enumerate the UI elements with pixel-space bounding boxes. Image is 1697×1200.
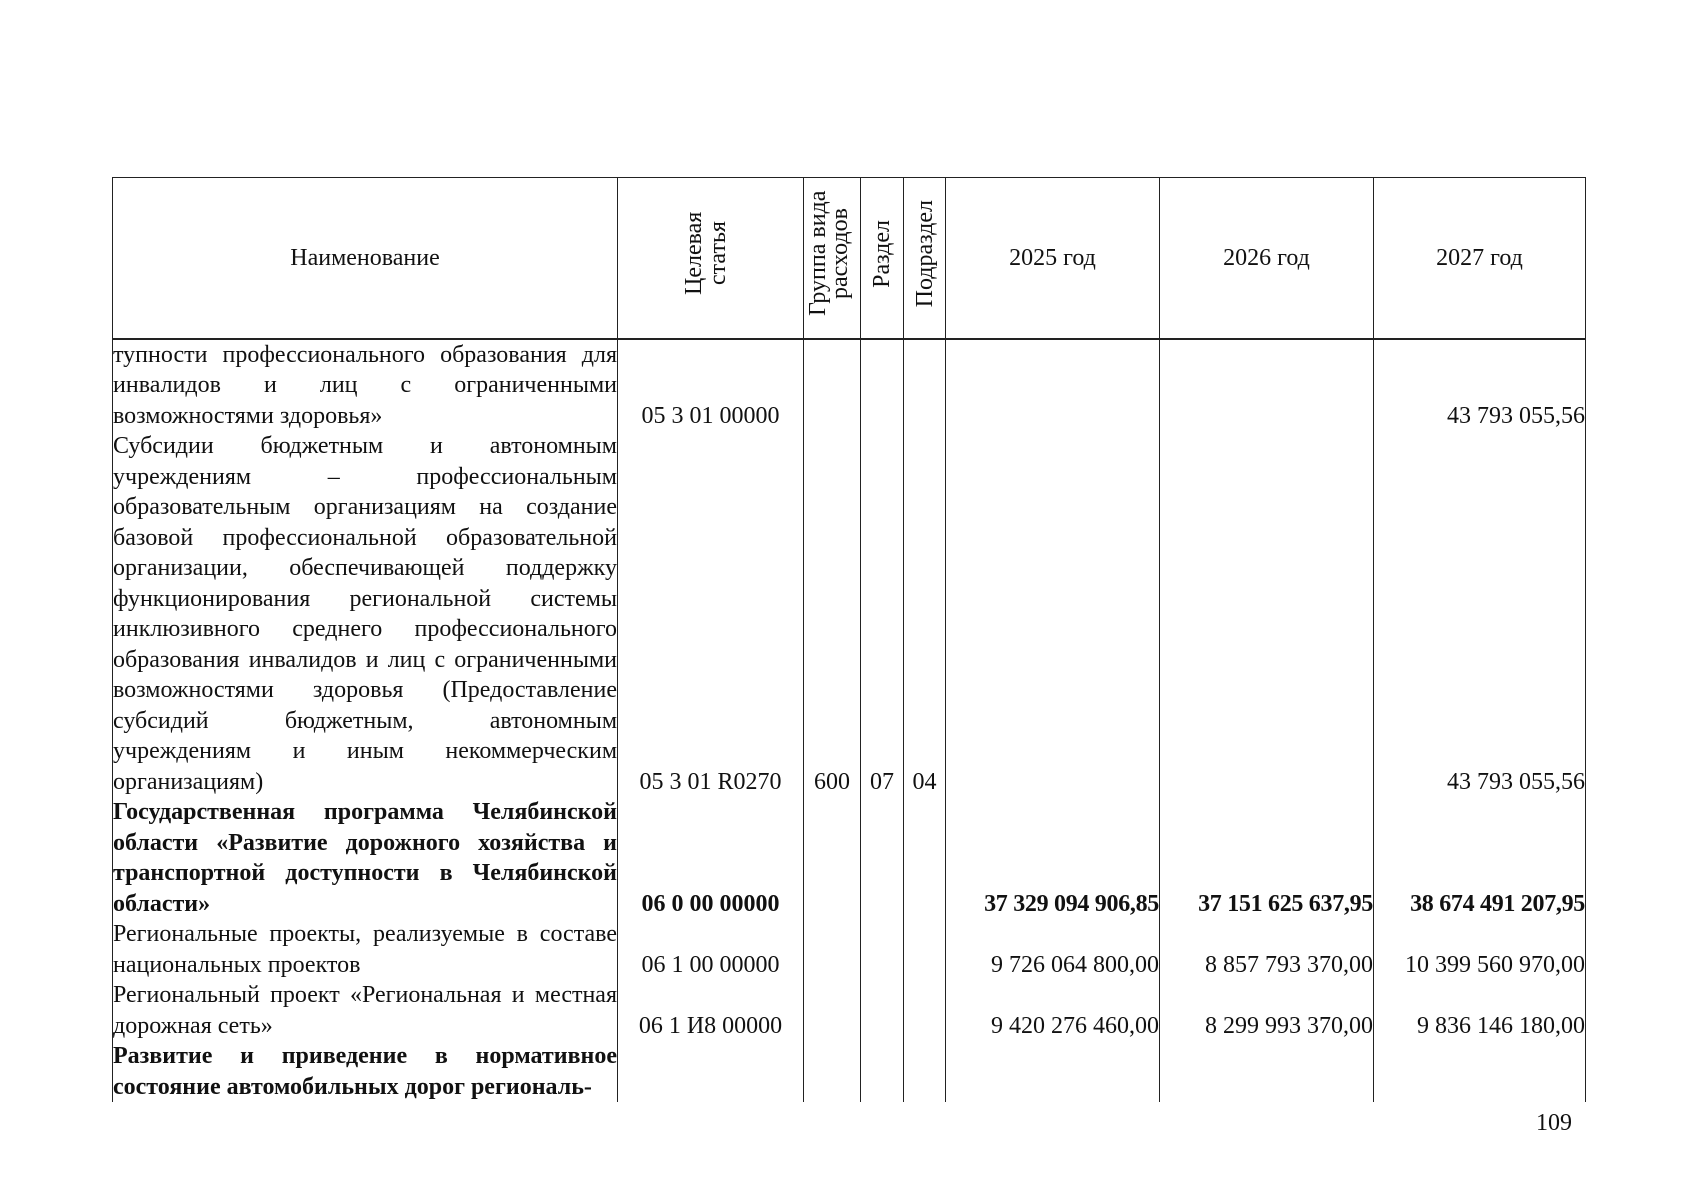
row-2025 [946, 339, 1160, 432]
row-2026: 8 299 993 370,00 [1160, 980, 1374, 1041]
row-2026: 8 857 793 370,00 [1160, 919, 1374, 980]
budget-table [112, 177, 1586, 1102]
row-subsection [904, 797, 946, 919]
row-target [618, 1041, 804, 1102]
row-2027: 38 674 491 207,95 [1374, 797, 1586, 919]
header-2026: 2026 год [1160, 178, 1374, 339]
row-name: Развитие и приведение в нормативное состояние автомобильных дорог региональ- [113, 1041, 618, 1102]
row-section [861, 980, 904, 1041]
row-section [861, 339, 904, 432]
header-name: Наименование [113, 178, 618, 339]
row-2026 [1160, 1041, 1374, 1102]
table-row [113, 797, 1586, 919]
row-subsection [904, 339, 946, 432]
row-2025: 37 329 094 906,85 [946, 797, 1160, 919]
row-2027: 43 793 055,56 [1374, 431, 1586, 797]
row-group [804, 797, 861, 919]
row-2027 [1374, 1041, 1586, 1102]
row-group [804, 919, 861, 980]
row-subsection [904, 980, 946, 1041]
row-name: тупности профессионального образования для инвалидов и лиц с ограниченными возможностями здоровья» [113, 339, 618, 432]
row-subsection [904, 919, 946, 980]
header-section-label: Раздел [869, 219, 895, 288]
row-name: Региональный проект «Региональная и местная дорожная сеть» [113, 980, 618, 1041]
row-section [861, 1041, 904, 1102]
row-2027: 10 399 560 970,00 [1374, 919, 1586, 980]
header-target-label: Целевая статья [680, 211, 731, 296]
table-row [113, 980, 1586, 1041]
row-subsection [904, 1041, 946, 1102]
table-row [113, 919, 1586, 980]
header-2025: 2025 год [946, 178, 1160, 339]
row-target: 05 3 01 00000 [618, 339, 804, 432]
header-group [804, 178, 861, 339]
row-section: 07 [861, 431, 904, 797]
row-target: 05 3 01 R0270 [618, 431, 804, 797]
row-2025 [946, 431, 1160, 797]
table-row [113, 1041, 1586, 1102]
row-subsection: 04 [904, 431, 946, 797]
row-name: Региональные проекты, реализуемые в составе национальных проектов [113, 919, 618, 980]
row-2027: 9 836 146 180,00 [1374, 980, 1586, 1041]
header-group-label: Группа вида расходов [805, 190, 853, 317]
row-2025 [946, 1041, 1160, 1102]
row-group [804, 980, 861, 1041]
row-section [861, 919, 904, 980]
row-name: Государственная программа Челябинской области «Развитие дорожного хозяйства и транспортной доступности в Челябинской области» [113, 797, 618, 919]
row-group [804, 1041, 861, 1102]
row-2025: 9 420 276 460,00 [946, 980, 1160, 1041]
row-group [804, 339, 861, 432]
table-row [113, 431, 1586, 797]
header-section [861, 178, 904, 339]
header-2027: 2027 год [1374, 178, 1586, 339]
header-subsection [904, 178, 946, 339]
header-target [618, 178, 804, 339]
row-target: 06 1 00 00000 [618, 919, 804, 980]
page-number: 109 [1536, 1110, 1572, 1136]
row-target: 06 1 И8 00000 [618, 980, 804, 1041]
header-subsection-label: Подраздел [911, 199, 938, 308]
row-section [861, 797, 904, 919]
row-2026: 37 151 625 637,95 [1160, 797, 1374, 919]
row-group: 600 [804, 431, 861, 797]
row-target: 06 0 00 00000 [618, 797, 804, 919]
row-2025: 9 726 064 800,00 [946, 919, 1160, 980]
header-row [113, 178, 1586, 339]
row-2026 [1160, 431, 1374, 797]
row-2026 [1160, 339, 1374, 432]
row-name: Субсидии бюджетным и автономным учреждениям – профессиональным образовательным организациям на создание базовой профессиональной образовательной организации, обеспечивающей поддержку функционирования региональной системы инклюзивного среднего профессионального образования инвалидов и лиц с ограниченными возможностями здоровья (Предоставление субсидий бюджетным, автономным учреждениям и иным некоммерческим организациям) [113, 431, 618, 797]
row-2027: 43 793 055,56 [1374, 339, 1586, 432]
table-row [113, 339, 1586, 432]
